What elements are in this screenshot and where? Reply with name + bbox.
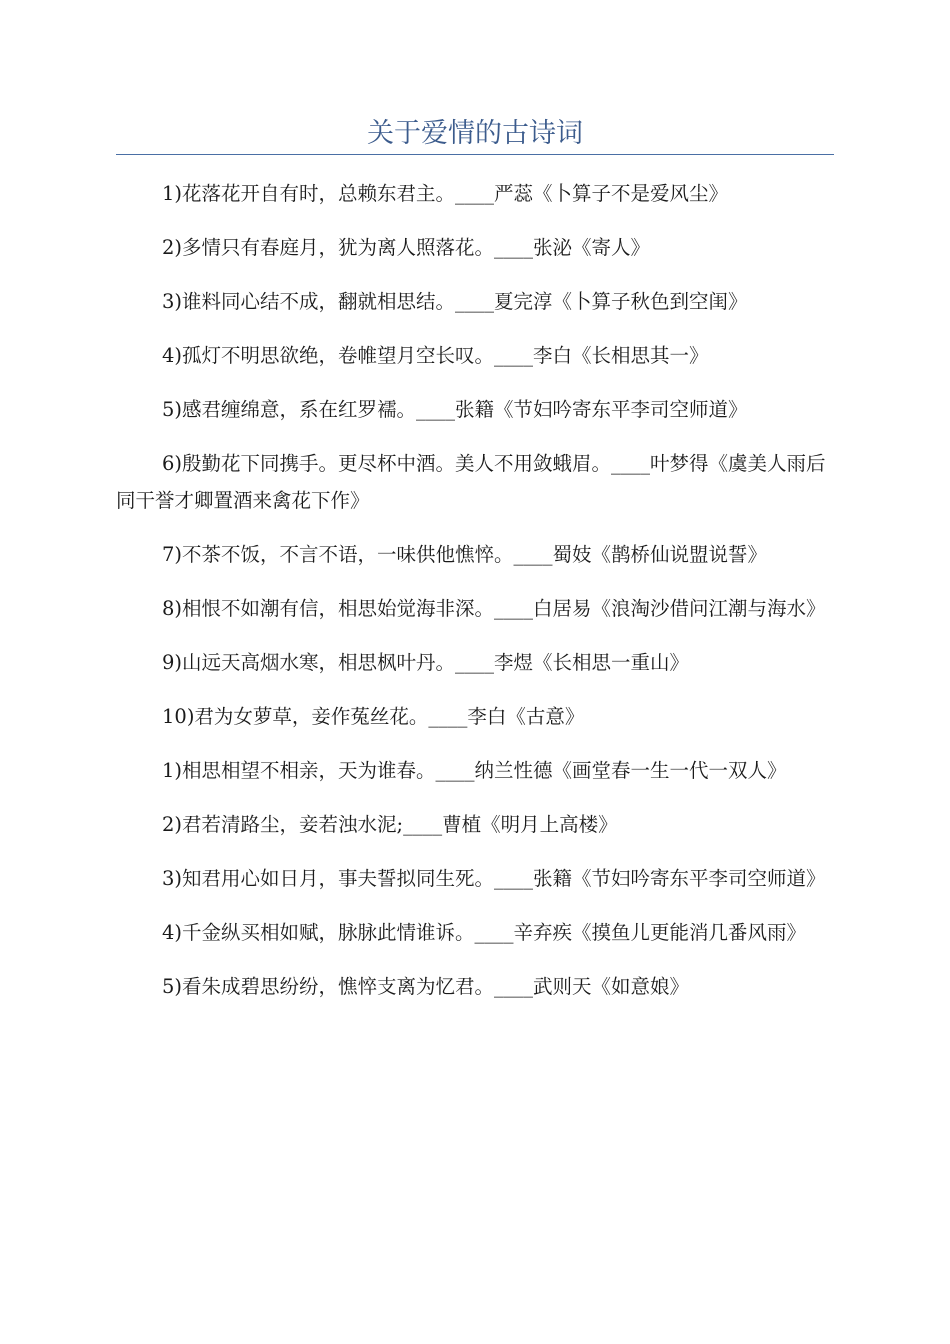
poem-line: 4)千金纵买相如赋，脉脉此情谁诉。____辛弃疾《摸鱼儿更能消几番风雨》	[162, 921, 807, 944]
document-title: 关于爱情的古诗词	[367, 118, 583, 149]
poem-line: 7)不茶不饭，不言不语，一味供他憔悴。____蜀妓《鹊桥仙说盟说誓》	[162, 543, 768, 566]
poem-line: 8)相恨不如潮有信，相思始觉海非深。____白居易《浪淘沙借问江潮与海水》	[162, 597, 826, 620]
poem-line: 3)知君用心如日月，事夫誓拟同生死。____张籍《节妇吟寄东平李司空师道》	[162, 867, 826, 890]
poem-line: 5)感君缠绵意，系在红罗襦。____张籍《节妇吟寄东平李司空师道》	[162, 398, 748, 421]
poem-line: 2)多情只有春庭月，犹为离人照落花。____张泌《寄人》	[162, 236, 651, 259]
poem-line: 5)看朱成碧思纷纷，憔悴支离为忆君。____武则天《如意娘》	[162, 975, 690, 998]
poem-line: 3)谁料同心结不成，翻就相思结。____夏完淳《卜算子秋色到空闺》	[162, 290, 748, 313]
poem-line: 4)孤灯不明思欲绝，卷帷望月空长叹。____李白《长相思其一》	[162, 344, 709, 367]
poem-line: 1)花落花开自有时，总赖东君主。____严蕊《卜算子不是爱风尘》	[162, 182, 729, 205]
poem-line: 2)君若清路尘，妾若浊水泥;____曹植《明月上高楼》	[162, 813, 618, 836]
document-page	[116, 0, 834, 1022]
poem-line: 10)君为女萝草，妾作菟丝花。____李白《古意》	[162, 705, 585, 728]
poem-line: 1)相思相望不相亲，天为谁春。____纳兰性德《画堂春一生一代一双人》	[162, 759, 787, 782]
poem-line: 9)山远天高烟水寒，相思枫叶丹。____李煜《长相思一重山》	[162, 651, 690, 674]
title-underline	[116, 154, 834, 155]
poem-line: 6)殷勤花下同携手。更尽杯中酒。美人不用敛蛾眉。____叶梦得《虞美人雨后同干誉才卿置酒来禽花下作》	[116, 452, 826, 512]
poem-list	[116, 175, 834, 1005]
